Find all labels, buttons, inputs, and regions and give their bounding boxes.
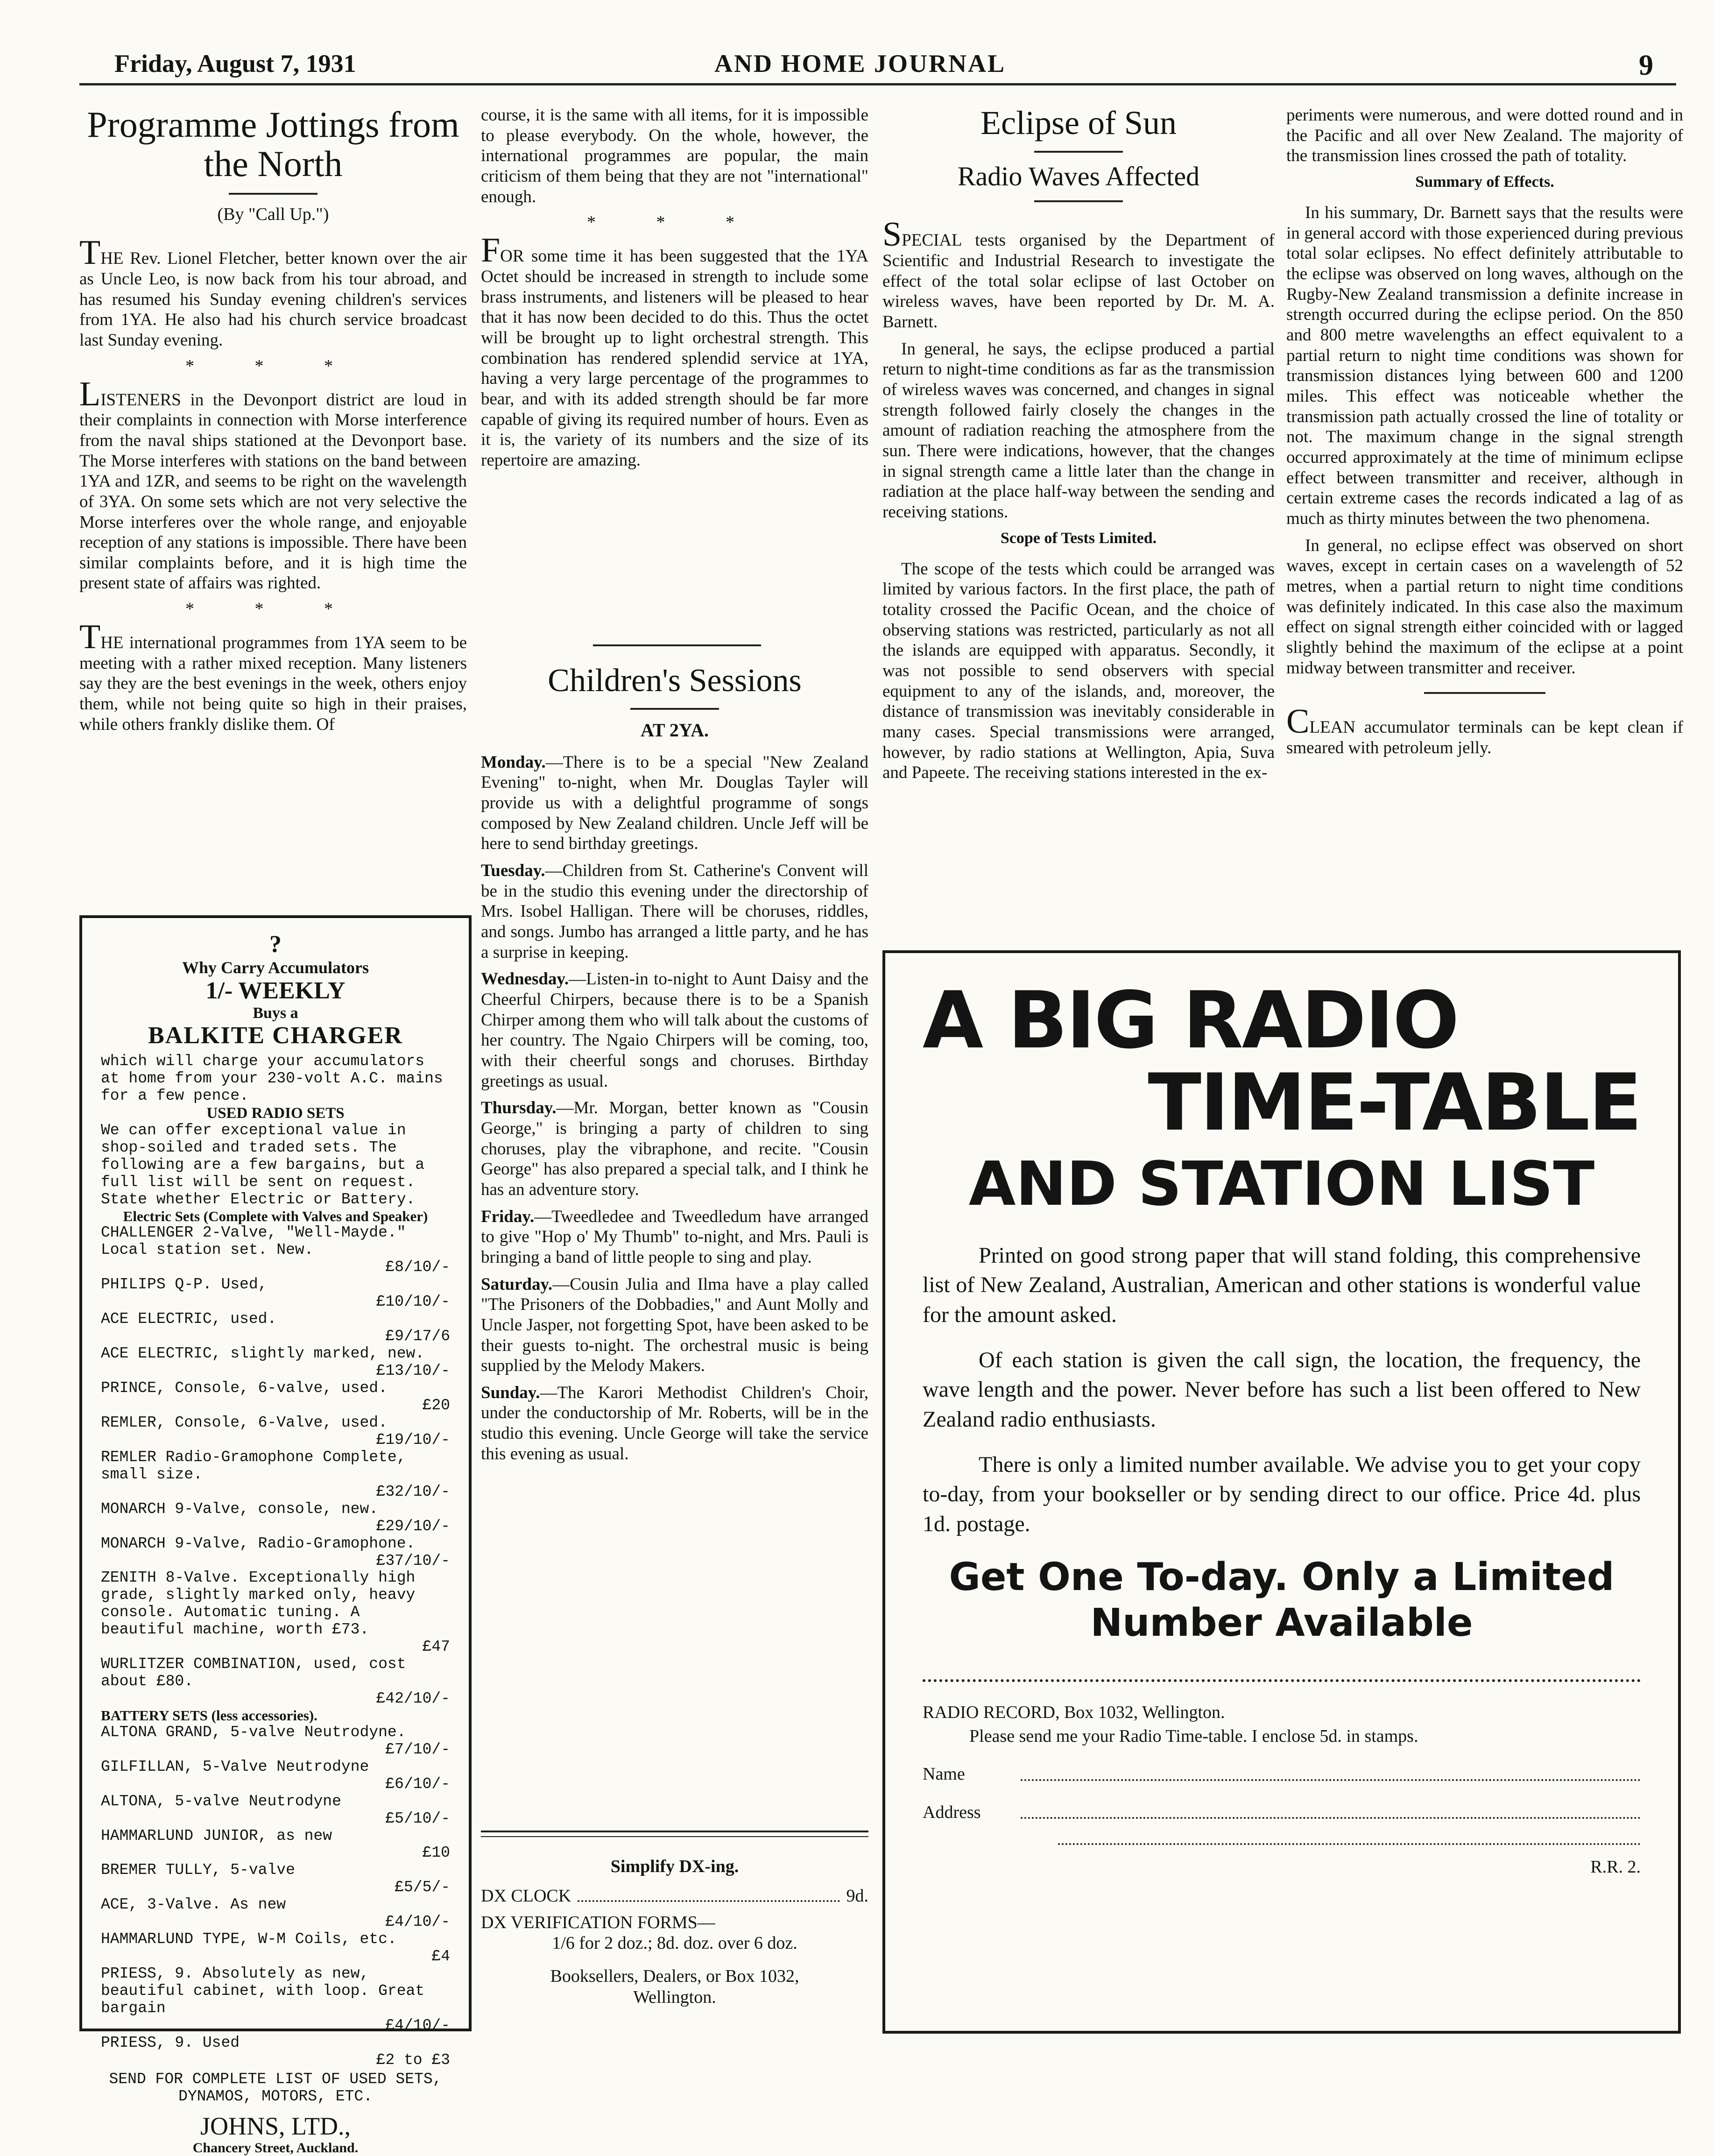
session-entry — [481, 1383, 868, 1464]
coupon-address-row[interactable] — [923, 1801, 1641, 1824]
session-text: —Listen-in to-night to Aunt Daisy and the Cheerful Chirpers, because there is to be a Spanish Chirper among them who will talk about the customs of her country. The Ngaio Chirpers will be coming, too, with their cheerful songs and choruses. Birthday greetings as usual. — [481, 969, 868, 1091]
eclipse-subheadline: Radio Waves Affected — [957, 161, 1200, 191]
used-set-price: £4 — [431, 1948, 450, 1965]
used-set-price: £47 — [422, 1638, 450, 1656]
used-set-item — [101, 1449, 450, 1501]
used-set-item — [101, 2035, 450, 2069]
sessions-list — [481, 752, 868, 1464]
session-day: Friday. — [481, 1207, 535, 1226]
programme-jottings-headline: Programme Jottings from the North — [87, 104, 459, 184]
session-entry — [481, 969, 868, 1091]
used-set-description: PRIESS, 9. Absolutely as new, beautiful cabinet, with loop. Great bargain — [101, 1965, 425, 2017]
used-set-description: WURLITZER COMBINATION, used, cost about £80. — [101, 1655, 406, 1690]
ad-body — [923, 1241, 1641, 1539]
used-set-description: ALTONA, 5-valve Neutrodyne — [101, 1792, 341, 1810]
session-text: —Mr. Morgan, better known as "Cousin George," is bringing a party of children to sing choruses, play the vibraphone, and recite. "Cousin George" has also prepared a special talk, and I think he has an adventure story. — [481, 1098, 868, 1199]
used-set-description: ACE, 3-Valve. As new — [101, 1896, 286, 1914]
coupon-code: R.R. 2. — [1590, 1857, 1641, 1877]
used-set-price: £10 — [422, 1844, 450, 1862]
used-set-price: £7/10/- — [385, 1740, 450, 1758]
paragraph-clean-terminals: CLEAN accumulator terminals can be kept clean if smeared with petroleum jelly. — [1286, 702, 1683, 757]
used-set-item — [101, 1535, 450, 1570]
headline-rule — [229, 193, 317, 195]
used-set-description: MONARCH 9-Valve, Radio-Gramophone. — [101, 1534, 416, 1552]
session-day: Saturday. — [481, 1274, 553, 1294]
used-set-description: PRIESS, 9. Used — [101, 2034, 240, 2051]
used-sets-heading: USED RADIO SETS — [206, 1104, 345, 1122]
address-label: Address — [923, 1802, 981, 1822]
paragraph-octet: FOR some time it has been suggested that the 1YA Octet should be increased in strength to include some brass instruments, and listeners will be pleased to hear that it has now been decided to do this. Thus the octet will be brought up to light orchestral strength. This combination has rendered splendid service at 1YA, having a very large percentage of the programmes to bear, and with its added strength should be far more capable of giving its required number of hours. Even as it is, the variety of its numbers and the size of its repertoire are amazing. — [481, 231, 868, 470]
used-set-price: £42/10/- — [376, 1690, 450, 1708]
ad-line-balkite: BALKITE CHARGER — [148, 1022, 403, 1049]
dx-forms-label: DX VERIFICATION FORMS— — [481, 1912, 715, 1932]
used-set-item — [101, 1380, 450, 1414]
dx-clock-price: 9d. — [846, 1886, 868, 1906]
used-set-item — [101, 1276, 450, 1311]
dx-top-rule-thin — [481, 1836, 868, 1837]
dx-advertisement — [481, 1856, 868, 2008]
used-set-price: £4/10/- — [385, 2017, 450, 2034]
byline: (By "Call Up.") — [217, 205, 329, 225]
company-address: Chancery Street, Auckland. — [192, 2140, 359, 2156]
paragraph-special-tests: SPECIAL tests organised by the Department of Scientific and Industrial Research to investigate the effect of the total solar eclipse of last October on wireless waves, have been reported by Dr. M. A. Barnett. — [882, 215, 1275, 332]
scope-heading: Scope of Tests Limited. — [1000, 529, 1157, 547]
question-mark: ? — [269, 931, 282, 958]
used-set-description: ACE ELECTRIC, used. — [101, 1310, 277, 1328]
used-set-item — [101, 1569, 450, 1656]
used-set-price: £2 to £3 — [376, 2051, 450, 2069]
used-set-price: £5/5/- — [395, 1879, 450, 1896]
leader-dots — [578, 1886, 839, 1902]
headline-rule — [1034, 200, 1123, 202]
used-set-item — [101, 1862, 450, 1896]
dx-clock-row — [481, 1886, 868, 1907]
paragraph-in-general: In general, he says, the eclipse produced a partial return to night-time conditions as far as the transmission of wireless waves was concerned, and changes in signal strength followed fairly closely the changes in the amount of radiation reaching the atmosphere from the sun. There were indications, however, that the changes in signal strength came a little later than the change in radiation at the place half-way between the sending and receiving stations. — [882, 339, 1275, 522]
section-rule — [593, 644, 761, 646]
header-rule — [79, 83, 1676, 85]
used-set-item — [101, 1224, 450, 1276]
programme-jottings-article — [79, 105, 467, 741]
call-to-action-line1: Get One To-day. Only a Limited — [949, 1555, 1615, 1600]
dx-forms-price: 1/6 for 2 doz.; 8d. doz. over 6 doz. — [552, 1933, 797, 1953]
used-set-item — [101, 1931, 450, 1965]
session-entry — [481, 1274, 868, 1376]
session-entry — [481, 861, 868, 962]
session-text: —The Karori Methodist Children's Choir, under the conductorship of Mr. Roberts, will be in the studio this evening. Uncle George will take the service this evening as usual. — [481, 1383, 868, 1463]
address-field-2[interactable] — [1058, 1843, 1641, 1845]
used-set-price: £19/10/- — [376, 1431, 450, 1449]
electric-sets-heading: Electric Sets (Complete with Valves and Speaker) — [123, 1208, 428, 1224]
coupon-cut-line — [923, 1679, 1641, 1682]
session-entry — [481, 1098, 868, 1200]
used-set-item — [101, 1345, 450, 1380]
call-to-action-line2: Number Available — [1090, 1601, 1473, 1646]
send-for-list: SEND FOR COMPLETE LIST OF USED SETS, DYNAMOS, MOTORS, ETC. — [109, 2070, 442, 2105]
used-set-price: £4/10/- — [385, 1913, 450, 1931]
eclipse-headline: Eclipse of Sun — [980, 104, 1177, 141]
used-set-item — [101, 1724, 450, 1759]
dx-clock-label: DX CLOCK — [481, 1886, 571, 1906]
session-text: —Children from St. Catherine's Convent will be in the studio this evening under the directorship of Mrs. Isobel Halligan. There will be choruses, riddles, and songs. Jumbo has arranged a little party, and he has a surprise in keeping. — [481, 861, 868, 962]
dx-footer: Booksellers, Dealers, or Box 1032, Wellington. — [550, 1966, 799, 2008]
used-set-price: £5/10/- — [385, 1810, 450, 1827]
session-day: Tuesday. — [481, 861, 545, 881]
ad-title-line1: A BIG RADIO — [923, 975, 1458, 1066]
session-text: —Cousin Julia and Ilma have a play called "The Prisoners of the Dobbadies," and Aunt Molly and Uncle Jasper, not forgetting Spot, have been asked to be their guests to-night. The orchestral music is being supplied by the Melody Makers. — [481, 1274, 868, 1376]
used-set-description: PRINCE, Console, 6-valve, used. — [101, 1379, 388, 1397]
ad-line-weekly: 1/- WEEKLY — [205, 977, 346, 1004]
used-set-description: MONARCH 9-Valve, console, new. — [101, 1500, 379, 1518]
session-entry — [481, 1207, 868, 1268]
battery-sets-heading: BATTERY SETS (less accessories). — [101, 1707, 317, 1724]
order-coupon — [923, 1701, 1641, 1879]
timetable-advertisement — [882, 950, 1681, 2034]
ad-paragraph-station: Of each station is given the call sign, the location, the frequency, the wave length and the power. Never before has such a list been offered to New Zealand radio enthusiasts. — [923, 1347, 1641, 1432]
session-day: Thursday. — [481, 1098, 557, 1118]
eclipse-article — [882, 105, 1275, 790]
session-entry — [481, 752, 868, 854]
programme-jottings-continued — [481, 105, 868, 477]
paragraph-experiments-cont: periments were numerous, and were dotted round and in the Pacific and all over New Zealand. The majority of the transmission lines crossed the path of totality. — [1286, 106, 1683, 166]
name-field[interactable] — [1021, 1762, 1641, 1781]
used-set-price: £9/17/6 — [385, 1328, 450, 1345]
ad-paragraph-printed: Printed on good strong paper that will stand folding, this comprehensive list of New Zealand, Australian, American and other stations is wonderful value for the amount asked. — [923, 1243, 1641, 1327]
section-stars: * * * — [185, 356, 361, 376]
masthead: AND HOME JOURNAL — [714, 49, 1006, 78]
section-stars: * * * — [185, 599, 361, 619]
headline-rule — [630, 708, 719, 710]
session-day: Monday. — [481, 752, 546, 772]
childrens-sessions-article — [481, 654, 868, 1470]
paragraph-short-waves: In general, no eclipse effect was observed on short waves, except in certain cases on a wavelength of 52 metres, when a partial return to night time conditions was definitely indicated. In this case also the maximum effect on signal strength either coincided with or lagged slightly behind the maximum of the eclipse at a point midway between transmitter and receiver. — [1286, 536, 1683, 678]
used-set-price: £8/10/- — [385, 1258, 450, 1276]
used-set-description: ACE ELECTRIC, slightly marked, new. — [101, 1345, 425, 1363]
used-set-item — [101, 1501, 450, 1535]
section-stars: * * * — [587, 212, 762, 233]
used-set-price: £29/10/- — [376, 1517, 450, 1535]
accumulators-advertisement — [79, 915, 472, 2156]
coupon-address-row-2[interactable] — [923, 1843, 1641, 1851]
childrens-sessions-headline: Children's Sessions — [548, 663, 802, 699]
address-field[interactable] — [1021, 1801, 1641, 1819]
paragraph-international-cont: course, it is the same with all items, for it is impossible to please everybody. On the whole, however, the international programmes are popular, the main criticism of them being that they are not "international" enough. — [481, 106, 868, 206]
paragraph-devonport: LISTENERS in the Devonport district are loud in their complaints in connection with Morse interference from the naval ships stationed at the Devonport base. The Morse interferes with stations on the band between 1YA and 1ZR, and seems to be right on the wavelength of 3YA. On some sets which are not very selective the Morse interferes over the whole range, and enjoyable reception of any stations is impossible. There have been similar complaints before, and it is high time the present state of affairs was righted. — [79, 375, 467, 593]
used-set-item — [101, 1793, 450, 1828]
session-text: —Tweedledee and Tweedledum have arranged to give "Hop o' My Thumb" to-night, and Mrs. Pauli is bringing a band of little people to sing and play. — [481, 1207, 868, 1267]
summary-heading: Summary of Effects. — [1415, 173, 1554, 191]
used-set-description: GILFILLAN, 5-Valve Neutrodyne — [101, 1758, 369, 1775]
used-set-description: HAMMARLUND TYPE, W-M Coils, etc. — [101, 1930, 397, 1948]
ad-paragraph-limited: There is only a limited number available. We advise you to get your copy to-day, from your bookseller or by sending direct to our office. Price 4d. plus 1d. postage. — [923, 1452, 1641, 1536]
dx-title: Simplify DX-ing. — [610, 1857, 739, 1876]
used-set-price: £37/10/- — [376, 1552, 450, 1569]
used-set-description: PHILIPS Q-P. Used, — [101, 1276, 268, 1294]
ad-line-buys: Buys a — [253, 1004, 298, 1022]
used-set-item — [101, 1965, 450, 2035]
ad-intro: which will charge your accumulators at home from your 230-volt A.C. mains for a few pence. — [101, 1053, 443, 1104]
section-rule — [1424, 692, 1545, 694]
ad-title-line2: TIME-TABLE — [1148, 1057, 1641, 1148]
ad-line-why: Why Carry Accumulators — [182, 958, 369, 977]
used-set-description: CHALLENGER 2-Valve, "Well-Mayde." Local station set. New. — [101, 1224, 406, 1259]
station-heading: AT 2YA. — [641, 719, 709, 741]
session-day: Wednesday. — [481, 969, 569, 989]
dx-top-rule — [481, 1831, 868, 1832]
used-set-description: HAMMARLUND JUNIOR, as new — [101, 1827, 332, 1845]
company-name: JOHNS, LTD., — [200, 2112, 351, 2140]
paragraph-summary: In his summary, Dr. Barnett says that the results were in general accord with those experienced during previous total solar eclipses. No effect definitely attributable to the eclipse was observed on long waves, although on the Rugby-New Zealand transmission a definite increase in strength occurred during the eclipse period. On the 850 and 800 metre wavelengths an effect equivalent to a partial return to night time conditions was shown for transmission distances lying between 600 and 1200 miles. This effect was noticeable whether the transmission path actually crossed the line of totality or not. The maximum change in the signal strength occurred approximately at the time of minimum eclipse effect between transmitter and receiver, although in certain extreme cases the records indicated a lag of as much as thirty minutes between the two phenomena. — [1286, 203, 1683, 528]
battery-sets-list — [101, 1724, 450, 2069]
used-set-price: £6/10/- — [385, 1775, 450, 1793]
paragraph-international: THE international programmes from 1YA seem to be meeting with a rather mixed reception. Many listeners say they are the best evenings in the week, others enjoy them, while not being quite so high in their praises, while others frankly dislike them. Of — [79, 618, 467, 734]
used-set-item — [101, 1656, 450, 1708]
used-set-description: REMLER, Console, 6-Valve, used. — [101, 1414, 388, 1431]
used-set-description: BREMER TULLY, 5-valve — [101, 1861, 295, 1879]
used-set-price: £32/10/- — [376, 1483, 450, 1500]
electric-sets-list — [101, 1224, 450, 1708]
used-set-price: £20 — [422, 1396, 450, 1414]
used-set-description: REMLER Radio-Gramophone Complete, small size. — [101, 1448, 406, 1483]
used-set-item — [101, 1759, 450, 1793]
used-set-item — [101, 1896, 450, 1931]
page-number: 9 — [1639, 49, 1653, 81]
used-set-price: £13/10/- — [376, 1362, 450, 1380]
paragraph-uncle-leo: THE Rev. Lionel Fletcher, better known over the air as Uncle Leo, is now back from his tour abroad, and has resumed his Sunday evening children's services from 1YA. He also had his church service broadcast last Sunday evening. — [79, 233, 467, 350]
headline-rule — [1034, 151, 1123, 153]
issue-date: Friday, August 7, 1931 — [114, 49, 356, 78]
used-set-price: £10/10/- — [376, 1293, 450, 1311]
used-set-item — [101, 1311, 450, 1345]
coupon-address: RADIO RECORD, Box 1032, Wellington. — [923, 1702, 1225, 1722]
used-set-description: ZENITH 8-Valve. Exceptionally high grade, slightly marked only, heavy console. Automatic tuning. A beautiful machine, worth £73. — [101, 1569, 416, 1639]
coupon-name-row[interactable] — [923, 1762, 1641, 1786]
used-sets-text: We can offer exceptional value in shop-soiled and traded sets. The following are a few bargains, but a full list will be sent on request. State whether Electric or Battery. — [101, 1121, 425, 1208]
used-set-description: ALTONA GRAND, 5-valve Neutrodyne. — [101, 1723, 406, 1741]
paragraph-scope: The scope of the tests which could be arranged was limited by various factors. In the first place, the path of totality crossed the Pacific Ocean, and the choice of observing stations was restricted, particularly as not all the islands are equipped with apparatus. Secondly, it was not possible to send observers with special equipment to any of the islands, and, moreover, the distance of transmission was inevitably considerable in many cases. Special transmissions were arranged, however, by radio stations at Wellington, Apia, Suva and Papeete. The receiving stations interested in the ex- — [882, 559, 1275, 783]
ad-title-line3: AND STATION LIST — [968, 1148, 1595, 1219]
eclipse-article-continued — [1286, 105, 1683, 764]
name-label: Name — [923, 1764, 965, 1784]
used-set-item — [101, 1828, 450, 1862]
session-day: Sunday. — [481, 1383, 540, 1402]
session-text: —There is to be a special "New Zealand Evening" to-night, when Mr. Douglas Tayler will provide us with a delightful programme of songs composed by New Zealand children. Uncle Jeff will be here to send birthday greetings. — [481, 752, 868, 854]
coupon-request: Please send me your Radio Time-table. I enclose 5d. in stamps. — [969, 1726, 1418, 1746]
used-set-item — [101, 1414, 450, 1449]
